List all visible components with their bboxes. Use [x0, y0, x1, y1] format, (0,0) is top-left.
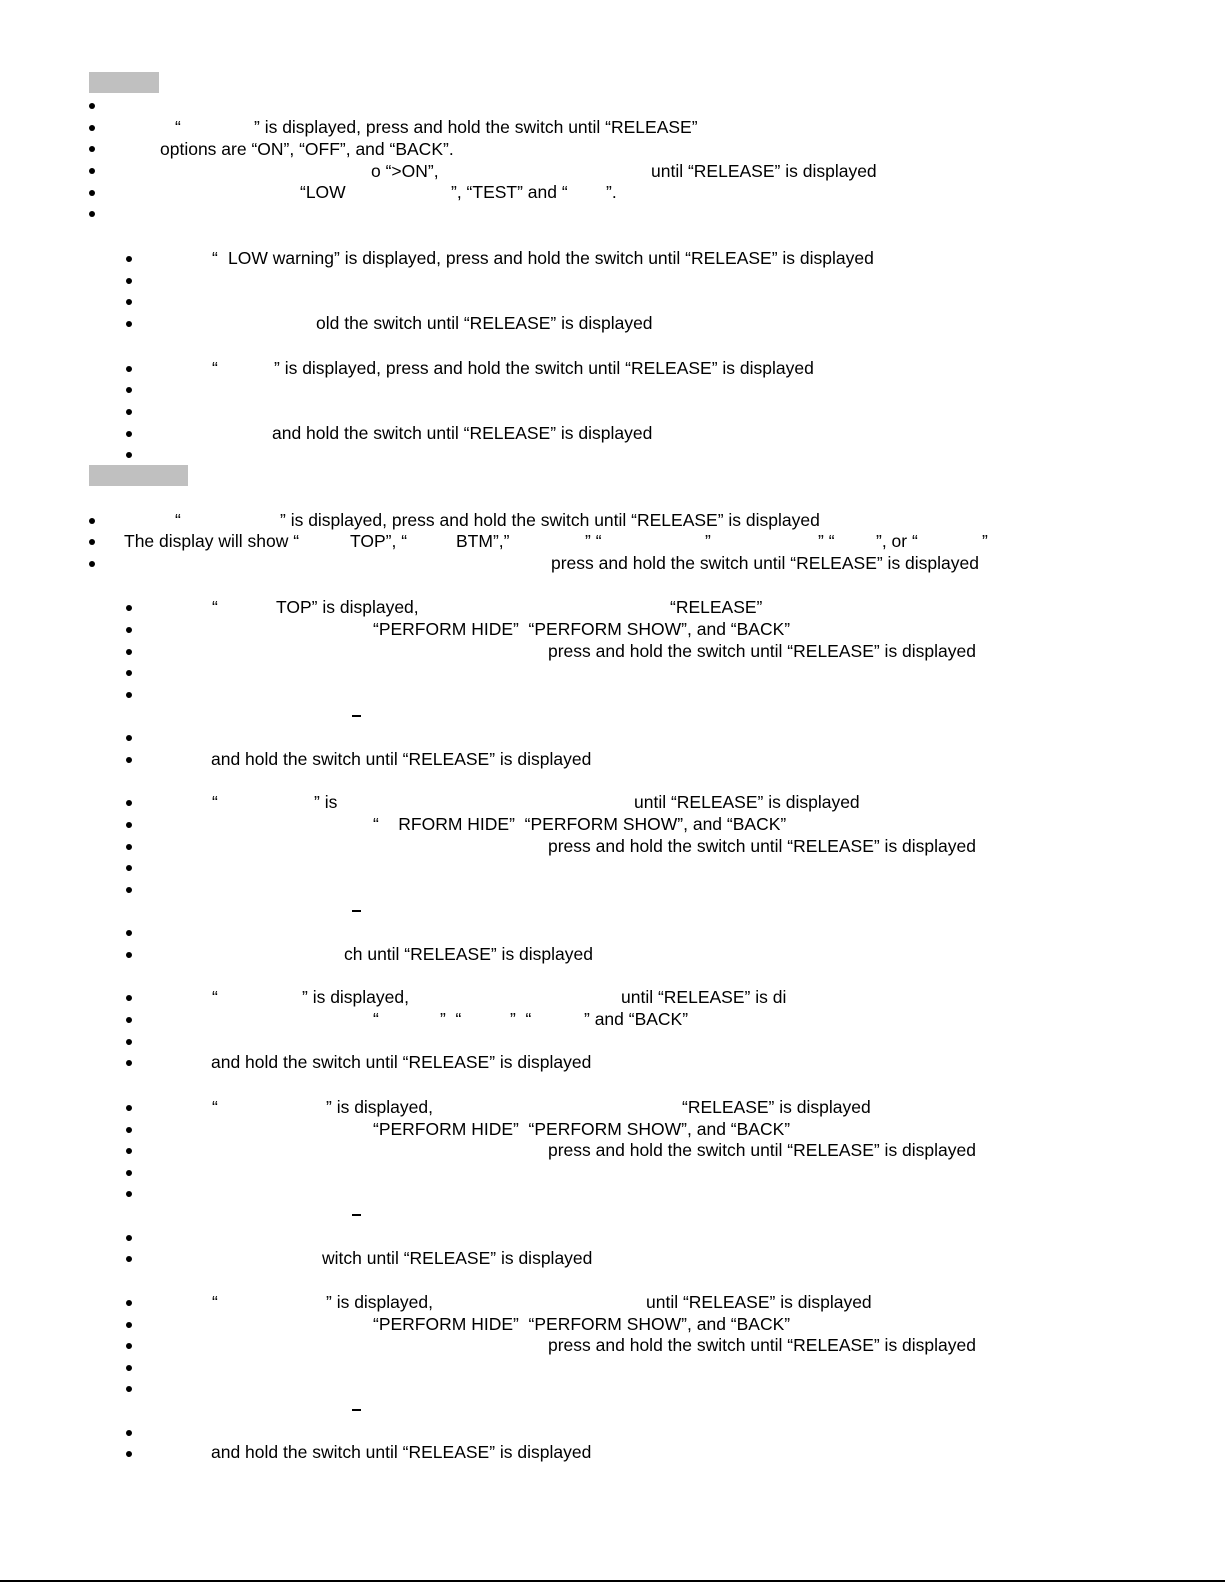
- bullet: [126, 1105, 132, 1111]
- bullet: [126, 1256, 132, 1262]
- bullet: [126, 1127, 132, 1133]
- bullet: [126, 278, 132, 284]
- bullet: [126, 1430, 132, 1436]
- text-fragment: TOP” is displayed,: [276, 597, 419, 617]
- bullet: [89, 168, 95, 174]
- bullet: [126, 930, 132, 936]
- bullet: [126, 256, 132, 262]
- text-fragment: until “RELEASE” is di: [621, 987, 787, 1007]
- bullet: [126, 1191, 132, 1197]
- bullet: [126, 1365, 132, 1371]
- text-fragment: “RELEASE”: [670, 597, 763, 617]
- bullet: [126, 800, 132, 806]
- text-fragment: “LOW: [300, 182, 346, 202]
- dash-mark: [352, 910, 361, 912]
- bullet: [126, 1170, 132, 1176]
- dash-mark: [352, 1214, 361, 1216]
- text-fragment: and hold the switch until “RELEASE” is displayed: [211, 749, 592, 769]
- text-fragment: press and hold the switch until “RELEASE” is displayed: [548, 1335, 976, 1355]
- text-fragment: “: [212, 1292, 218, 1312]
- text-fragment: LOW warning” is displayed, press and hold the switch until “RELEASE” is displayed: [228, 248, 874, 268]
- text-fragment: and hold the switch until “RELEASE” is displayed: [211, 1052, 592, 1072]
- text-fragment: press and hold the switch until “RELEASE” is displayed: [551, 553, 979, 573]
- bullet: [126, 452, 132, 458]
- text-fragment: until “RELEASE” is displayed: [651, 161, 877, 181]
- text-fragment: The display will show “: [124, 531, 300, 551]
- text-fragment: ”: [705, 531, 711, 551]
- bullet: [89, 561, 95, 567]
- bullet: [89, 211, 95, 217]
- bullet: [126, 735, 132, 741]
- text-fragment: until “RELEASE” is displayed: [634, 792, 860, 812]
- text-fragment: “PERFORM HIDE” “PERFORM SHOW”, and “BACK”: [373, 619, 791, 639]
- bullet: [126, 844, 132, 850]
- text-fragment: “: [212, 1097, 218, 1117]
- bullet: [126, 757, 132, 763]
- text-fragment: “: [175, 510, 181, 530]
- bullet: [126, 1039, 132, 1045]
- text-fragment: BTM”,”: [456, 531, 510, 551]
- text-fragment: “RELEASE” is displayed: [682, 1097, 871, 1117]
- bullet: [126, 1060, 132, 1066]
- text-fragment: witch until “RELEASE” is displayed: [322, 1248, 593, 1268]
- text-fragment: ” is: [314, 792, 338, 812]
- bullet: [126, 952, 132, 958]
- text-fragment: “PERFORM HIDE” “PERFORM SHOW”, and “BACK”: [373, 1314, 791, 1334]
- bullet: [126, 605, 132, 611]
- text-fragment: ”: [982, 531, 988, 551]
- bullet: [126, 387, 132, 393]
- bullet: [126, 670, 132, 676]
- text-fragment: ” is displayed, press and hold the switch until “RELEASE” is displayed: [274, 358, 814, 378]
- section-header-bar-2: [89, 465, 188, 486]
- bullet: [89, 103, 95, 109]
- text-fragment: and hold the switch until “RELEASE” is displayed: [211, 1442, 592, 1462]
- text-fragment: “: [212, 597, 218, 617]
- text-fragment: press and hold the switch until “RELEASE” is displayed: [548, 836, 976, 856]
- bullet: [126, 321, 132, 327]
- page-bottom-rule: [0, 1580, 1225, 1582]
- text-fragment: ” “: [440, 1009, 462, 1029]
- text-fragment: “: [175, 117, 181, 137]
- bullet: [89, 518, 95, 524]
- bullet: [126, 865, 132, 871]
- text-fragment: ” is displayed,: [302, 987, 409, 1007]
- bullet: [89, 539, 95, 545]
- text-fragment: until “RELEASE” is displayed: [646, 1292, 872, 1312]
- text-fragment: “: [373, 1009, 379, 1029]
- bullet: [126, 299, 132, 305]
- bullet: [89, 125, 95, 131]
- bullet: [126, 692, 132, 698]
- bullet: [126, 1343, 132, 1349]
- bullet: [126, 627, 132, 633]
- section-header-bar-1: [89, 72, 159, 93]
- bullet: [126, 1322, 132, 1328]
- text-fragment: ” is displayed, press and hold the switch until “RELEASE”: [254, 117, 698, 137]
- text-fragment: TOP”, “: [350, 531, 408, 551]
- bullet: [126, 649, 132, 655]
- text-fragment: ”, or “: [876, 531, 918, 551]
- dash-mark: [352, 715, 361, 717]
- bullet: [126, 409, 132, 415]
- text-fragment: “ RFORM HIDE” “PERFORM SHOW”, and “BACK”: [373, 814, 787, 834]
- text-fragment: “PERFORM HIDE” “PERFORM SHOW”, and “BACK”: [373, 1119, 791, 1139]
- bullet: [126, 1451, 132, 1457]
- text-fragment: old the switch until “RELEASE” is displayed: [316, 313, 653, 333]
- text-fragment: and hold the switch until “RELEASE” is displayed: [272, 423, 653, 443]
- text-fragment: ”.: [606, 182, 617, 202]
- text-fragment: press and hold the switch until “RELEASE” is displayed: [548, 1140, 976, 1160]
- text-fragment: ” “: [510, 1009, 532, 1029]
- bullet: [126, 995, 132, 1001]
- text-fragment: ch until “RELEASE” is displayed: [344, 944, 593, 964]
- text-fragment: “: [212, 792, 218, 812]
- text-fragment: o “>ON”,: [371, 161, 439, 181]
- text-fragment: ”, “TEST” and “: [451, 182, 568, 202]
- text-fragment: ” and “BACK”: [584, 1009, 689, 1029]
- text-fragment: ” is displayed, press and hold the switch until “RELEASE” is displayed: [280, 510, 820, 530]
- bullet: [126, 1235, 132, 1241]
- bullet: [126, 1148, 132, 1154]
- bullet: [89, 146, 95, 152]
- bullet: [126, 431, 132, 437]
- text-fragment: press and hold the switch until “RELEASE” is displayed: [548, 641, 976, 661]
- dash-mark: [352, 1409, 361, 1411]
- text-fragment: “: [212, 248, 218, 268]
- text-fragment: “: [212, 358, 218, 378]
- bullet: [126, 1386, 132, 1392]
- bullet: [126, 366, 132, 372]
- bullet: [126, 887, 132, 893]
- text-fragment: ” is displayed,: [326, 1097, 433, 1117]
- text-fragment: ” “: [818, 531, 835, 551]
- text-fragment: ” “: [585, 531, 602, 551]
- bullet: [126, 822, 132, 828]
- bullet: [126, 1017, 132, 1023]
- bullet: [126, 1300, 132, 1306]
- text-fragment: ” is displayed,: [326, 1292, 433, 1312]
- text-fragment: “: [212, 987, 218, 1007]
- text-fragment: options are “ON”, “OFF”, and “BACK”.: [160, 139, 454, 159]
- bullet: [89, 190, 95, 196]
